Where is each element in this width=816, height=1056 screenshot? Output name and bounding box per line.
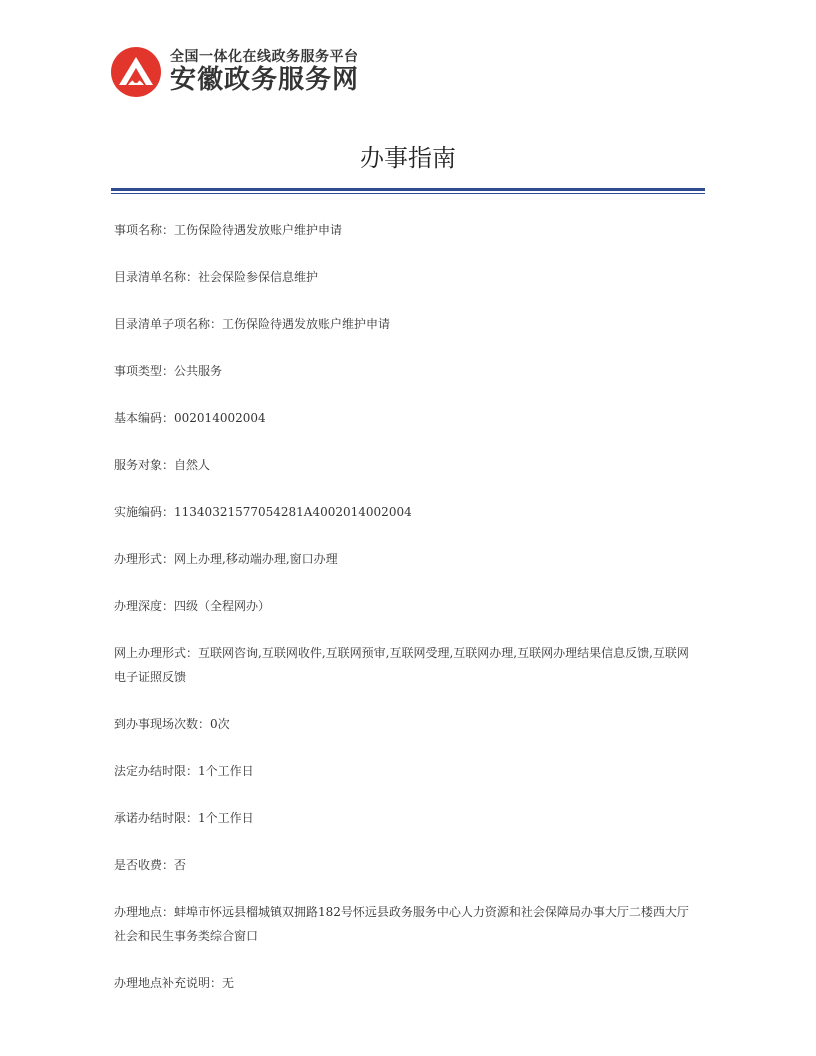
field-basic-code	[114, 406, 690, 430]
field-label: 实施编码：	[114, 505, 175, 519]
field-item-type	[114, 359, 690, 383]
field-value: 互联网咨询,互联网收件,互联网预审,互联网受理,互联网办理,互联网办理结果信息反馈,互联网电子证照反馈	[114, 646, 689, 684]
page-title: 办事指南	[360, 144, 456, 172]
guide-field-list	[114, 218, 690, 1018]
field-value: 公共服务	[174, 364, 223, 378]
field-value: 无	[222, 976, 235, 990]
field-label: 网上办理形式：	[114, 646, 199, 660]
field-label: 事项类型：	[114, 364, 175, 378]
field-handling-location	[114, 900, 690, 948]
field-label: 办理地点补充说明：	[114, 976, 223, 990]
field-label: 办理形式：	[114, 552, 175, 566]
field-value: 工伤保险待遇发放账户维护申请	[222, 317, 391, 331]
field-value: 自然人	[174, 458, 211, 472]
field-label: 到办事现场次数：	[114, 717, 211, 731]
field-value: 1个工作日	[198, 811, 254, 825]
field-location-note	[114, 971, 690, 995]
site-header	[110, 44, 359, 100]
field-label: 目录清单子项名称：	[114, 317, 223, 331]
field-label: 事项名称：	[114, 223, 175, 237]
field-label: 是否收费：	[114, 858, 175, 872]
field-item-name	[114, 218, 690, 242]
field-catalog-subitem-name	[114, 312, 690, 336]
field-label: 办理地点：	[114, 905, 175, 919]
platform-name: 全国一体化在线政务服务平台	[170, 49, 359, 65]
field-label: 基本编码：	[114, 411, 175, 425]
field-label: 承诺办结时限：	[114, 811, 199, 825]
brand-text	[170, 49, 359, 95]
field-value: 网上办理,移动端办理,窗口办理	[174, 552, 338, 566]
title-divider-thick	[111, 188, 705, 191]
field-value: 002014002004	[174, 411, 266, 425]
field-label: 法定办结时限：	[114, 764, 199, 778]
site-name: 安徽政务服务网	[170, 65, 360, 95]
field-legal-time-limit	[114, 759, 690, 783]
anhui-gov-logo-icon	[110, 46, 162, 98]
field-label: 办理深度：	[114, 599, 175, 613]
field-label: 目录清单名称：	[114, 270, 199, 284]
field-value: 四级（全程网办）	[174, 599, 271, 613]
field-catalog-name	[114, 265, 690, 289]
field-fee-charged	[114, 853, 690, 877]
field-online-handling-form	[114, 641, 690, 689]
field-promised-time-limit	[114, 806, 690, 830]
field-value: 0次	[210, 717, 230, 731]
field-handling-depth	[114, 594, 690, 618]
field-onsite-visits	[114, 712, 690, 736]
field-handling-form	[114, 547, 690, 571]
field-label: 服务对象：	[114, 458, 175, 472]
field-service-target	[114, 453, 690, 477]
field-value: 11340321577054281A4002014002004	[174, 505, 412, 519]
field-value: 1个工作日	[198, 764, 254, 778]
field-value: 社会保险参保信息维护	[198, 270, 319, 284]
field-value: 工伤保险待遇发放账户维护申请	[174, 223, 343, 237]
field-implementation-code	[114, 500, 690, 524]
field-value: 蚌埠市怀远县榴城镇双拥路182号怀远县政务服务中心人力资源和社会保障局办事大厅二楼西大厅社会和民生事务类综合窗口	[114, 905, 689, 943]
title-divider-thin	[111, 193, 705, 194]
field-value: 否	[174, 858, 187, 872]
